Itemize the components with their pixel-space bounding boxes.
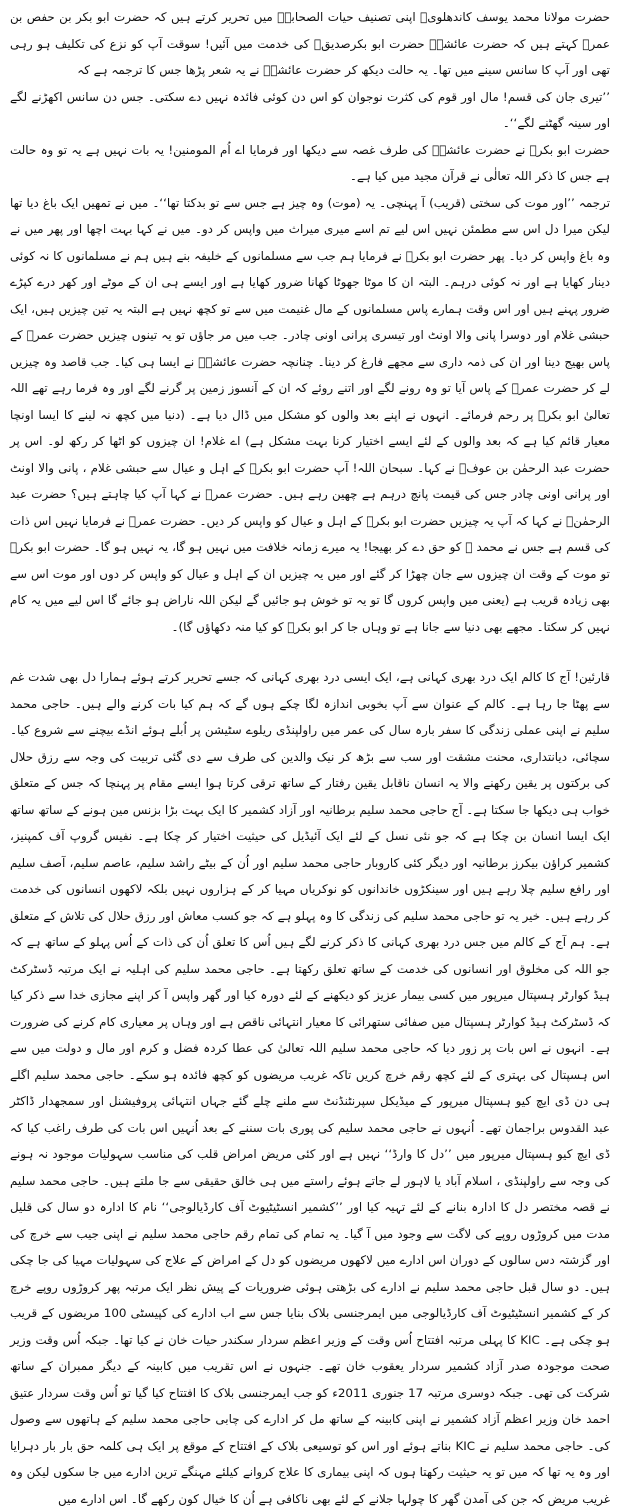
verse-quote-paragraph: ’’تیری جان کی قسم! مال اور قوم کی کثرت نوجوان کو اس دن کوئی فائدہ نہیں دے سکتی۔ جس دن سانس اکھڑنے لگے اور سینہ گھٹنے لگے‘‘۔	[10, 89, 610, 130]
reply-paragraph: حضرت ابو بکرؓ نے حضرت عائشہؓ کی طرف غصہ سے دیکھا اور فرمایا اے اُم المومنین! یہ بات نہیں ہے یہ تو وہ حالت ہے جس کا ذکر اللہ تعالٰی نے قرآن مجید میں کیا ہے۔	[10, 142, 610, 183]
hadith-section	[10, 4, 610, 640]
column-paragraph: قارئین! آج کا کالم ایک درد بھری کہانی ہے، ایک ایسی درد بھری کہانی کہ جسے تحریر کرتے ہوئے ہمارا دل بھی شدت غم سے پھٹا جا رہا ہے۔ کالم کے عنوان سے آپ بخوبی اندازہ لگا چکے ہوں گے کہ ہم کیا بات کرنے والے ہیں۔ حاجی محمد سلیم نے اپنی عملی زندگی کا سفر بارہ سال کی عمر میں راولپنڈی ریلوے سٹیشن پر اُبلے ہوئے انڈے بیچنے سے شروع کیا۔ سچائی، دیانتداری، محنت مشقت اور سب سے بڑھ کر نیک والدین کی طرف سے دی گئی تربیت کی وجہ سے رزق حلال کی برکتوں پر یقین رکھنے والا یہ انسان ناقابل یقین رفتار کے ساتھ ترقی کرتا ہوا ایسے مقام پر پہنچا کہ جس کے متعلق خواب ہی دیکھا جا سکتا ہے۔ آج حاجی محمد سلیم برطانیہ اور آزاد کشمیر کا ایک بہت بڑا بزنس مین ہونے کے ساتھ ساتھ ایک ایسا انسان بن چکا ہے کہ جو نئی نسل کے لئے ایک آئیڈیل کی حیثیت اختیار کر چکا ہے۔ نفیس گروپ آف کمپنیز، کشمیر کراؤن بیکرز برطانیہ اور دیگر کئی کاروبار حاجی محمد سلیم اور اُن کے بیٹے راشد سلیم، عاصم سلیم، آصف سلیم اور رافع سلیم چلا رہے ہیں اور سینکڑوں خاندانوں کو نوکریاں مہیا کر کے ہزاروں نہیں بلکہ لاکھوں انسانوں کی خدمت کر رہے ہیں۔ خیر یہ تو حاجی محمد سلیم کی زندگی کا وہ پہلو ہے کہ جو کسب معاش اور رزق حلال کی تلاش کے متعلق ہے۔ ہم آج کے کالم میں جس درد بھری کہانی کا ذکر کرنے لگے ہیں اُس کا تعلق اُن کی ذات کے اُس پہلو کے ساتھ ہے کہ جو اللہ کی مخلوق اور انسانوں کی خدمت کے ساتھ تعلق رکھتا ہے۔ حاجی محمد سلیم کی اہلیہ نے ایک مرتبہ ڈسٹرکٹ ہیڈ کوارٹر ہسپتال میرپور میں کسی بیمار عزیز کو دیکھنے کے لئے دورہ کیا اور گھر واپس آ کر اپنے مجازی خدا سے ذکر کیا کہ ڈسٹرکٹ ہیڈ کوارٹر ہسپتال میں صفائی ستھرائی کا معیار انتہائی ناقص ہے اور وہاں پر معیاری کام کرنے کی ضرورت ہے۔ انہوں نے اس بات پر زور دیا کہ حاجی محمد سلیم اللہ تعالیٰ کی عطا کردہ فضل و کرم اور مال و دولت میں سے اس ہسپتال کی بہتری کے لئے کچھ رقم خرچ کریں تاکہ غریب مریضوں کو کچھ فائدہ ہو سکے۔ حاجی محمد سلیم اگلے ہی دن ڈی ایچ کیو ہسپتال میرپور کے میڈیکل سپرنٹنڈنٹ سے ملنے چلے گئے جہاں انتہائی پروفیشنل اور سمجھدار ڈاکٹر عبد القدوس براجمان تھے۔ اُنہوں نے حاجی محمد سلیم کی پوری بات سننے کے بعد اُنہیں اس بات کی طرف راغب کیا کہ ڈی ایچ کیو ہسپتال میرپور میں ’’دل کا وارڈ‘‘ نہیں ہے اور کئی مریض امراض قلب کی مناسب سہولیات موجود نہ ہونے کی وجہ سے راولپنڈی ، اسلام آباد یا لاہور لے جاتے ہوئے راستے میں ہی خالق حقیقی سے جا ملتے ہیں۔ حاجی محمد سلیم نے قصہ مختصر دل کا ادارہ بنانے کے لئے تہیہ کیا اور ’’کشمیر انسٹیٹیوٹ آف کارڈیالوجی‘‘ نام کا ادارہ دو سال کی قلیل مدت میں کروڑوں روپے کی لاگت سے وجود میں آ گیا۔ یہ تمام کی تمام رقم حاجی محمد سلیم نے اپنی جیب سے خرچ کی اور گزشتہ دس سالوں کے دوران اس ادارے میں لاکھوں مریضوں کو دل کے امراض کے علاج کی سہولیات مہیا کی جا چکی ہیں۔ دو سال قبل حاجی محمد سلیم نے ادارے کی بڑھتی ہوئی ضروریات کے پیش نظر ایک مرتبہ پھر کروڑوں روپے خرچ کر کے کشمیر انسٹیٹیوٹ آف کارڈیالوجی میں ایمرجنسی بلاک بنایا جس سے اب ادارے کی کپیسٹی 100 مریضوں کے قریب ہو چکی ہے۔ KIC کا پہلی مرتبہ افتتاح اُس وقت کے وزیر اعظم سردار سکندر حیات خان نے کیا تھا۔ جبکہ اُس وقت وزیر صحت موجودہ صدر آزاد کشمیر سردار یعقوب خان تھے۔ جنہوں نے اس تقریب میں کابینہ کے دیگر ممبران کے ساتھ شرکت کی تھی۔ جبکہ دوسری مرتبہ 17 جنوری 2011ء کو جب ایمرجنسی بلاک کا افتتاح کیا گیا تو اُس وقت سردار عتیق احمد خان وزیر اعظم آزاد کشمیر نے اپنی کابینہ کے ساتھ مل کر ادارے کی چابی حاجی محمد سلیم کے ہاتھوں سے وصول کی۔ حاجی محمد سلیم نے KIC بناتے ہوئے اور اس کو توسیعی بلاک کے افتتاح کے موقع پر ایک ہی کلمہ حق بار بار دہرایا اور وہ یہ تھا کہ میں تو یہ حیثیت رکھتا ہوں کہ اپنی بیماری کا علاج کروانے کیلئے مہنگے ترین ادارے میں جا سکوں لیکن وہ غریب مریض کہ جن کی آمدن گھر کا چولہا جلانے کے لئے بھی ناکافی ہے اُن کا خیال کون رکھے گا۔ اس ادارے میں	[10, 670, 611, 1506]
column-section	[10, 664, 610, 1512]
intro-paragraph: حضرت مولانا محمد یوسف کاندھلویؒ اپنی تصنیف حیات الصحابہؓ میں تحریر کرتے ہیں کہ حضرت ابو بکر بن حفص بن عمرؓ کہتے ہیں کہ حضرت عائشہؓ حضرت ابو بکرصدیقؓ کی خدمت میں آئیں! سوقت آپ کو نزع کی تکلیف ہو رہی تھی اور آپ کا سانس سینے میں تھا۔ یہ حالت دیکھ کر حضرت عائشہؓ نے یہ شعر پڑھا جس کا ترجمہ ہے کہ	[10, 10, 610, 77]
translation-paragraph: ترجمہ ’’اور موت کی سختی (قریب) آ پہنچی۔ یہ (موت) وہ چیز ہے جس سے تو بدکتا تھا‘‘۔ میں نے تمھیں ایک باغ دیا تھا لیکن میرا دل اس سے مطمئن نہیں اس لیے تم اسے میری میراث میں واپس کر دو۔ میں نے کہا بہت اچھا اور پھر میں نے وہ باغ واپس کر دیا۔ پھر حضرت ابو بکرؓ نے فرمایا ہم جب سے مسلمانوں کے خلیفہ بنے ہیں ہم نے مسلمانوں کا نہ کوئی دینار کھایا ہے اور نہ کوئی درہم۔ البتہ ان کا موٹا جھوٹا کھانا ضرور کھایا ہے اور ایسے ہی ان کے موٹے اور کھر درے کپڑے ضرور پہنے ہیں اور اس وقت ہمارے پاس مسلمانوں کے مال غنیمت میں سے تو کچھ نہیں ہے البتہ یہ تین چیزیں ہیں، ایک حبشی غلام اور دوسرا پانی والا اونٹ اور تیسری پرانی اونی چادر۔ جب میں مر جاؤں تو یہ تینوں چیزیں حضرت عمرؓ کے پاس بھیج دینا اور ان کی ذمہ داری سے مجھے فارغ کر دینا۔ چنانچہ حضرت عائشہؓ نے ایسا ہی کیا۔ جب قاصد وہ چیزیں لے کر حضرت عمرؓ کے پاس آیا تو وہ رونے لگے اور اتنے روئے کہ ان کے آنسوز زمین پر گرنے لگے اور وہ فرما رہے تھے اللہ تعالیٰ ابو بکرؓ پر رحم فرمائے۔ انہوں نے اپنے بعد والوں کو مشکل میں ڈال دیا ہے۔ (دنیا میں کچھ نہ لینے کا ایسا اونچا معیار قائم کیا ہے کہ بعد والوں کے لئے ایسے اختیار کرنا بہت مشکل ہے) اے غلام! ان چیزوں کو اٹھا کر رکھ لو۔ اس پر حضرت عبد الرحمٰن بن عوفؓ نے کہا۔ سبحان اللہ! آپ حضرت ابو بکرؓ کے اہل و عیال سے حبشی غلام ، پانی والا اونٹ اور پرانی اونی چادر جس کی قیمت پانچ درہم ہے چھین رہے ہیں۔ حضرت عمرؓ نے کہا آپ کیا چاہتے ہیں؟ حضرت عبد الرحمٰنؓ نے کہا کہ آپ یہ چیزیں حضرت ابو بکرؓ کے اہل و عیال کو واپس کر دیں۔ حضرت عمرؓ نے فرمایا نہیں اس ذات کی قسم ہے جس نے محمد ﷺ کو حق دے کر بھیجا! یہ میرے زمانہ خلافت میں نہیں ہو گا، یہ نہیں ہو گا۔ حضرت ابو بکرؓ تو موت کے وقت ان چیزوں سے جان چھڑا کر گئے اور میں یہ چیزیں ان کے اہل و عیال کو واپس کر دوں اور موت اس سے بھی زیادہ قریب ہے (یعنی میں واپس کروں گا تو یہ تو خوش ہو جائیں گے لیکن اللہ ناراض ہو جائے گا اس لیے میں یہ کام نہیں کر سکتا۔ مجھے بھی دنیا سے جانا ہے تو وہاں جا کر ابو بکرؓ کو کیا منہ دکھاؤں گا)۔	[10, 195, 610, 634]
section-gap	[10, 640, 610, 664]
